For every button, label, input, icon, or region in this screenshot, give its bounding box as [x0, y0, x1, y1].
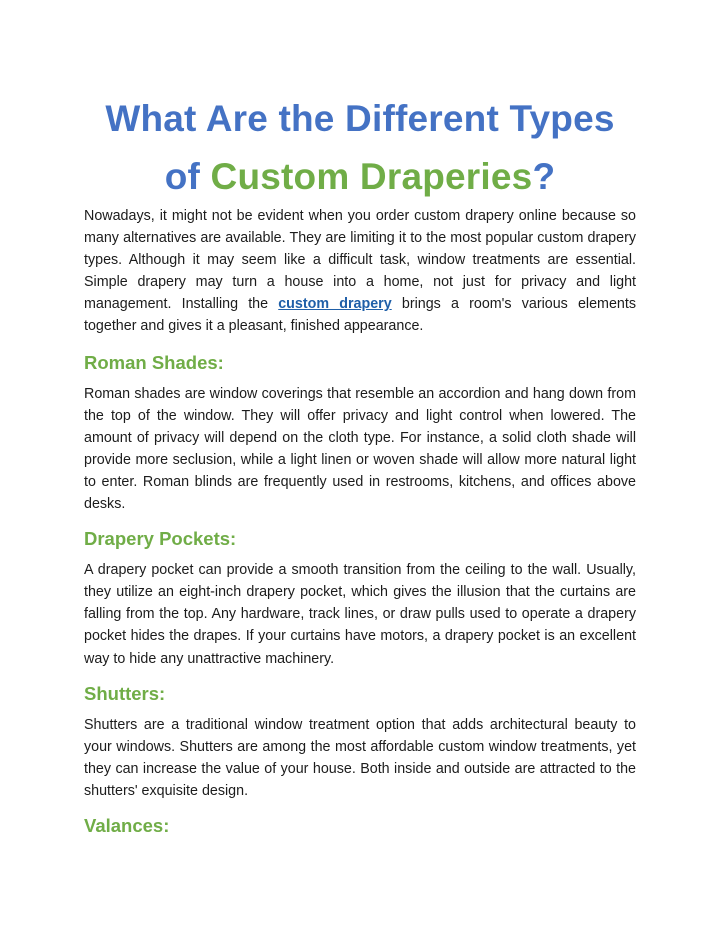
intro-paragraph [84, 205, 636, 338]
shutters-paragraph: Shutters are a traditional window treatment option that adds architectural beauty to your windows. Shutters are among the most affordable custom window treatments, yet they can increase the value of your house. Both inside and outside are attracted to the shutters' exquisite design. [84, 716, 636, 799]
roman-shades-heading: Roman Shades: [84, 351, 224, 373]
drapery-pockets-heading: Drapery Pockets: [84, 528, 237, 550]
title-highlight: Custom Draperies [210, 156, 533, 197]
valances-heading: Valances: [84, 814, 170, 836]
drapery-pockets-paragraph: A drapery pocket can provide a smooth transition from the ceiling to the wall. Usually, they utilize an eight-inch drapery pocket, which gives the illusion that the curtains are falling from the top. Any hardware, track lines, or draw pulls used to operate a drapery pocket hides the drapes. If your curtains have motors, a drapery pocket is an excellent way to hide any unattractive machinery. [84, 562, 636, 667]
intro-text-after-link: brings a room's various elements together and gives it a pleasant, finished appearance. [84, 296, 636, 335]
title-line-1: What Are the Different Types [105, 98, 615, 139]
roman-shades-paragraph: Roman shades are window coverings that resemble an accordion and hang down from the top of the window. They will offer privacy and light control when lowered. The amount of privacy will depend on the cloth type. For instance, a solid cloth shade will provide more seclusion, while a light linen or woven shade will allow more natural light to enter. Roman blinds are frequently used in restrooms, kitchens, and offices above desks. [84, 385, 636, 513]
page-title [60, 90, 660, 206]
title-question-mark: ? [532, 156, 556, 197]
intro-text-before-link: Nowadays, it might not be evident when you order custom drapery online because so many alternatives are available. They are limiting it to the most popular custom drapery types. Although it may seem like a difficult task, window treatments are essential. Simple drapery may turn a house into a home, not just for privacy and light management. Installing the [84, 208, 636, 313]
custom-drapery-link[interactable]: custom drapery [278, 296, 392, 313]
shutters-heading: Shutters: [84, 682, 166, 704]
title-line-2-prefix: of [164, 156, 211, 197]
article-body [84, 205, 636, 837]
